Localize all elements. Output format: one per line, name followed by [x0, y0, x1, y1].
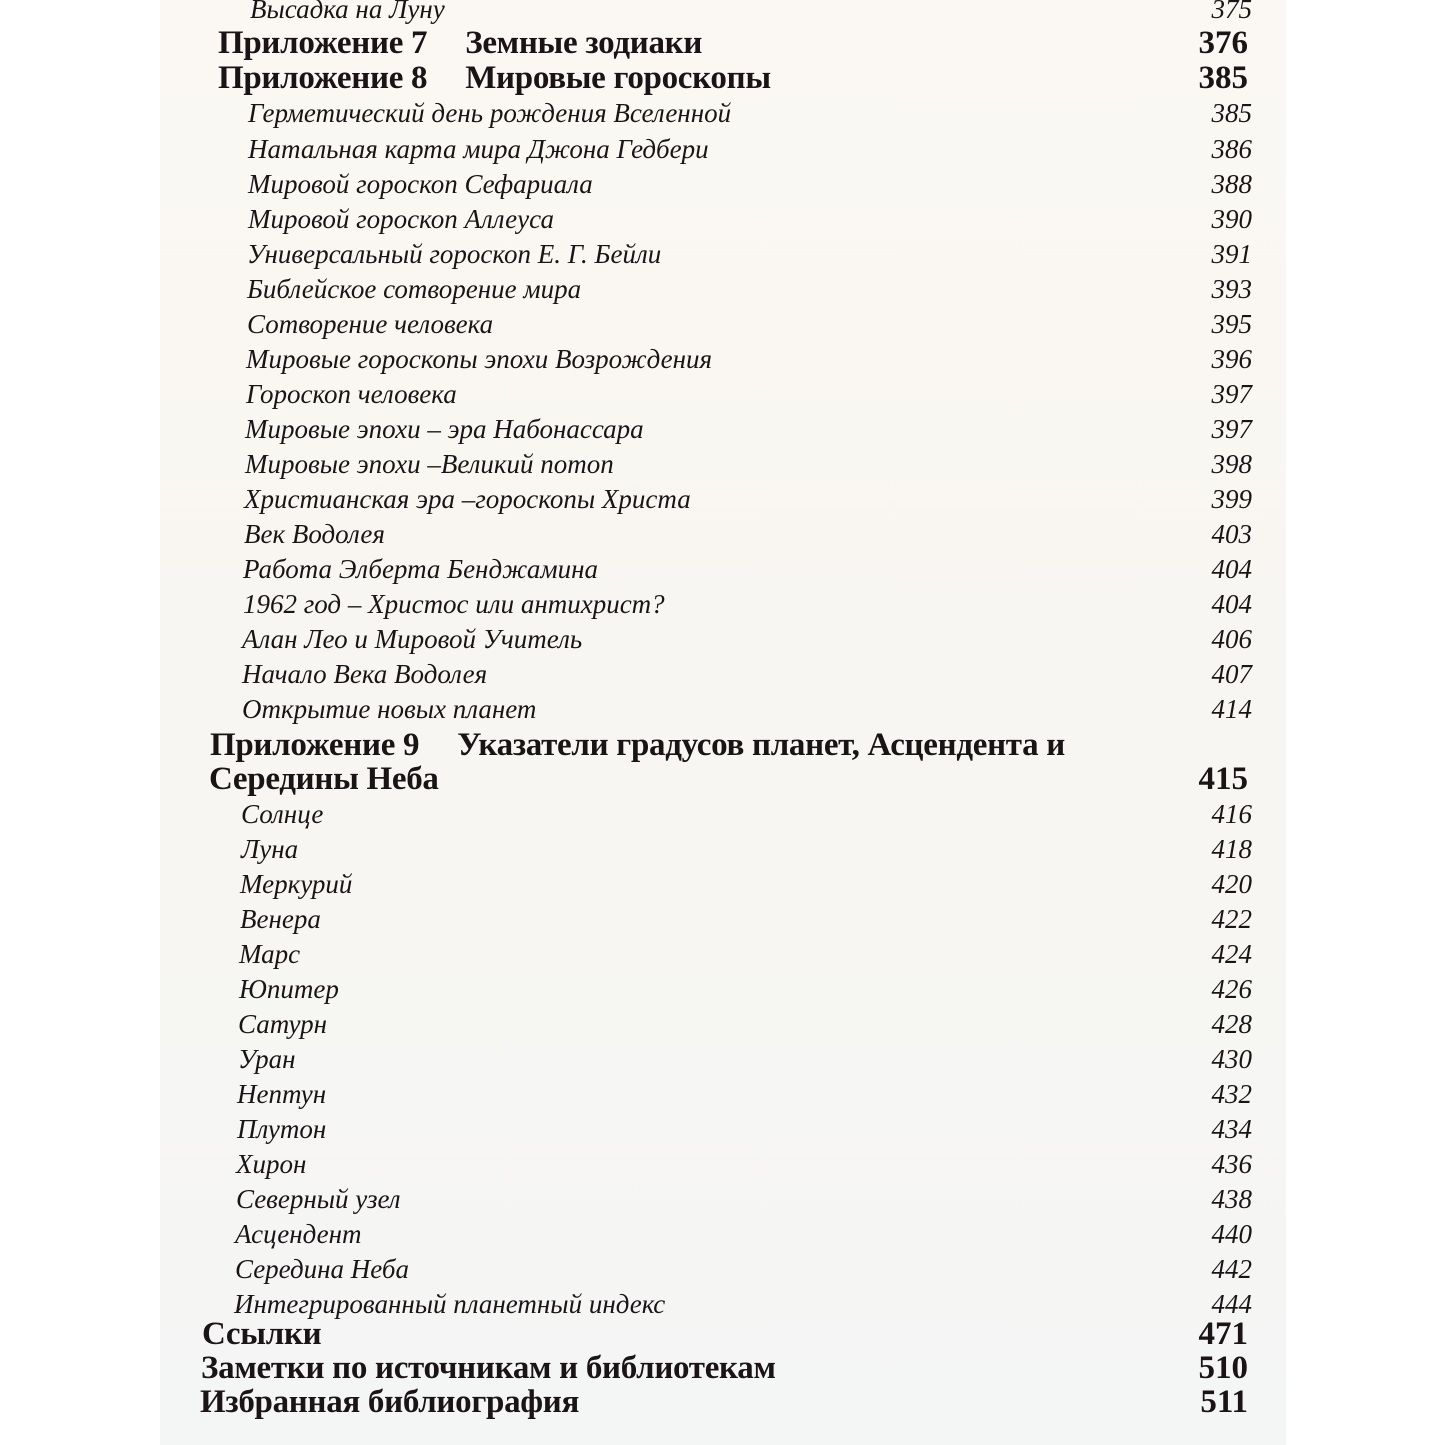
- toc-entry-text: Нептун: [237, 1079, 327, 1109]
- toc-entry-text: Работа Элберта Бенджамина: [243, 554, 598, 584]
- toc-entry-text: Библейское сотворение мира: [247, 274, 582, 304]
- toc-entry-title: [247, 239, 661, 270]
- toc-page-number: 397: [1211, 414, 1252, 444]
- toc-page-number: 432: [1211, 1079, 1252, 1109]
- toc-entry-text: Высадка на Луну: [250, 0, 445, 24]
- toc-entry-text: Хирон: [236, 1149, 307, 1179]
- toc-page-number: 434: [1211, 1114, 1252, 1144]
- toc-page-number: 510: [1198, 1350, 1248, 1386]
- toc-page-number: 376: [1198, 25, 1248, 61]
- toc-entry-text: Открытие новых планет: [242, 694, 537, 724]
- toc-page-number: 397: [1211, 379, 1252, 409]
- toc-page-number: 388: [1211, 169, 1252, 199]
- toc-page-number: 391: [1211, 239, 1252, 269]
- toc-entry-title: [248, 98, 731, 129]
- toc-page-number: 438: [1211, 1184, 1252, 1214]
- toc-entry-text: Сотворение человека: [247, 309, 494, 339]
- toc-page-number: 404: [1211, 589, 1252, 619]
- toc-entry-title: [239, 974, 339, 1005]
- toc-entry-text: Начало Века Водолея: [242, 659, 488, 689]
- toc-entry-title: [243, 554, 598, 585]
- toc-entry-text: Мировой гороскоп Аллеуса: [248, 204, 554, 234]
- toc-entry-title: [246, 344, 712, 375]
- toc-entry-title: [218, 60, 771, 97]
- toc-page-number: 436: [1211, 1149, 1252, 1179]
- toc-entry-title: [242, 659, 487, 690]
- toc-page-number: 424: [1211, 939, 1252, 969]
- toc-entry-title: [201, 1350, 776, 1387]
- toc-entry-text: Луна: [241, 834, 299, 864]
- toc-page-number: 426: [1211, 974, 1252, 1004]
- toc-entry-title: [236, 1149, 306, 1180]
- toc-entry-text: Герметический день рождения Вселенной: [248, 98, 732, 128]
- toc-entry-text: Христианская эра –гороскопы Христа: [244, 484, 691, 514]
- toc-entry-title: [248, 134, 709, 165]
- toc-entry-text: Избранная библиография: [200, 1384, 580, 1420]
- toc-page-number: 393: [1211, 274, 1252, 304]
- toc-entry-text: Век Водолея: [244, 519, 385, 549]
- toc-entry-title: [240, 869, 352, 900]
- toc-entry-title: [210, 727, 1065, 764]
- toc-page-number: 418: [1211, 834, 1252, 864]
- toc-page-number: 395: [1211, 309, 1252, 339]
- toc-page-number: 440: [1211, 1219, 1252, 1249]
- toc-entry-text: Мировой гороскоп Сефариала: [248, 169, 593, 199]
- toc-page-number: 385: [1198, 60, 1248, 96]
- toc-entry-text: Мировые гороскопы эпохи Возрождения: [246, 344, 713, 374]
- toc-entry-title: [238, 1009, 327, 1040]
- toc-page-number: 404: [1211, 554, 1252, 584]
- toc-entry-title: [237, 1079, 326, 1110]
- toc-entry-title: [243, 589, 665, 620]
- toc-entry-title: [238, 1044, 295, 1075]
- toc-entry-text: 1962 год – Христос или антихрист?: [243, 589, 665, 619]
- toc-page-number: 396: [1211, 344, 1252, 374]
- toc-entry-text: Венера: [240, 904, 321, 934]
- toc-entry-title: [245, 449, 614, 480]
- toc-entry-text: Северный узел: [236, 1184, 401, 1214]
- toc-entry-title: [202, 1316, 321, 1353]
- toc-entry-text: Гороскоп человека: [246, 379, 457, 409]
- toc-entry-title: [250, 0, 445, 25]
- toc-page-number: 375: [1211, 0, 1252, 24]
- toc-entry-title: [235, 1254, 409, 1285]
- toc-entry-title: [239, 939, 300, 970]
- toc-page-number: 398: [1211, 449, 1252, 479]
- toc-entry-text: Мировые эпохи – эра Набонассара: [245, 414, 644, 444]
- appendix-label: Приложение 7: [218, 25, 428, 61]
- toc-entry-text: Земные зодиаки: [465, 25, 703, 61]
- toc-entry-title: [242, 624, 582, 655]
- toc-page-number: 415: [1198, 761, 1248, 797]
- toc-entry-text: Мировые эпохи –Великий потоп: [245, 449, 614, 479]
- toc-page-number: 416: [1211, 799, 1252, 829]
- toc-page-number: 428: [1211, 1009, 1252, 1039]
- toc-entry-title: [244, 519, 385, 550]
- toc-entry-title: [240, 904, 321, 935]
- toc-page-number: 444: [1211, 1289, 1252, 1319]
- toc-page-number: 406: [1211, 624, 1252, 654]
- toc-page-number: 511: [1200, 1384, 1248, 1420]
- toc-entry-text: Середины Неба: [209, 761, 439, 797]
- toc-page-number: 403: [1211, 519, 1252, 549]
- toc-entry-text: Ссылки: [202, 1316, 322, 1352]
- toc-entry-title: [247, 309, 493, 340]
- toc-entry-title: [248, 169, 593, 200]
- toc-entry-title: [218, 25, 702, 62]
- toc-entry-title: [209, 761, 439, 798]
- toc-entry-title: [242, 694, 536, 725]
- toc-entry-text: Сатурн: [238, 1009, 328, 1039]
- toc-page-number: 385: [1211, 98, 1252, 128]
- toc-entry-text: Плутон: [237, 1114, 327, 1144]
- toc-entry-text: Мировые гороскопы: [465, 60, 771, 96]
- toc-entry-text: Интегрированный планетный индекс: [234, 1289, 666, 1319]
- toc-entry-text: Марс: [239, 939, 301, 969]
- toc-entry-text: Указатели градусов планет, Асцендента и: [457, 727, 1065, 763]
- toc-page-number: 414: [1211, 694, 1252, 724]
- toc-entry-title: [235, 1219, 361, 1250]
- toc-page-number: 471: [1198, 1316, 1248, 1352]
- toc-page-number: 420: [1211, 869, 1252, 899]
- toc-entry-text: Юпитер: [239, 974, 339, 1004]
- appendix-label: Приложение 8: [218, 60, 428, 96]
- toc-entry-text: Заметки по источникам и библиотекам: [201, 1350, 776, 1386]
- toc-entry-title: [241, 799, 323, 830]
- toc-entry-title: [237, 1114, 326, 1145]
- toc-entry-title: [236, 1184, 401, 1215]
- toc-page-number: 430: [1211, 1044, 1252, 1074]
- toc-page-number: 422: [1211, 904, 1252, 934]
- toc-entry-text: Асцендент: [235, 1219, 362, 1249]
- toc-entry-title: [244, 484, 691, 515]
- toc-entry-title: [247, 274, 581, 305]
- toc-entry-title: [246, 379, 457, 410]
- toc-entry-title: [248, 204, 554, 235]
- toc-entry-title: [200, 1384, 579, 1421]
- toc-entry-text: Уран: [238, 1044, 296, 1074]
- toc-entry-text: Универсальный гороскоп Е. Г. Бейли: [247, 239, 662, 269]
- toc-entry-text: Середина Неба: [235, 1254, 409, 1284]
- appendix-label: Приложение 9: [210, 727, 420, 763]
- toc-entry-title: [245, 414, 644, 445]
- toc-entry-text: Солнце: [241, 799, 324, 829]
- toc-entry-title: [241, 834, 298, 865]
- toc-page-number: 386: [1211, 134, 1252, 164]
- toc-entry-text: Алан Лео и Мировой Учитель: [242, 624, 583, 654]
- toc-page-number: 442: [1211, 1254, 1252, 1284]
- toc-page-number: 399: [1211, 484, 1252, 514]
- toc-page-number: 407: [1211, 659, 1252, 689]
- toc-page-number: 390: [1211, 204, 1252, 234]
- book-page-table-of-contents: [160, 0, 1286, 1445]
- toc-entry-text: Натальная карта мира Джона Гедбери: [248, 134, 709, 164]
- toc-entry-text: Меркурий: [240, 869, 353, 899]
